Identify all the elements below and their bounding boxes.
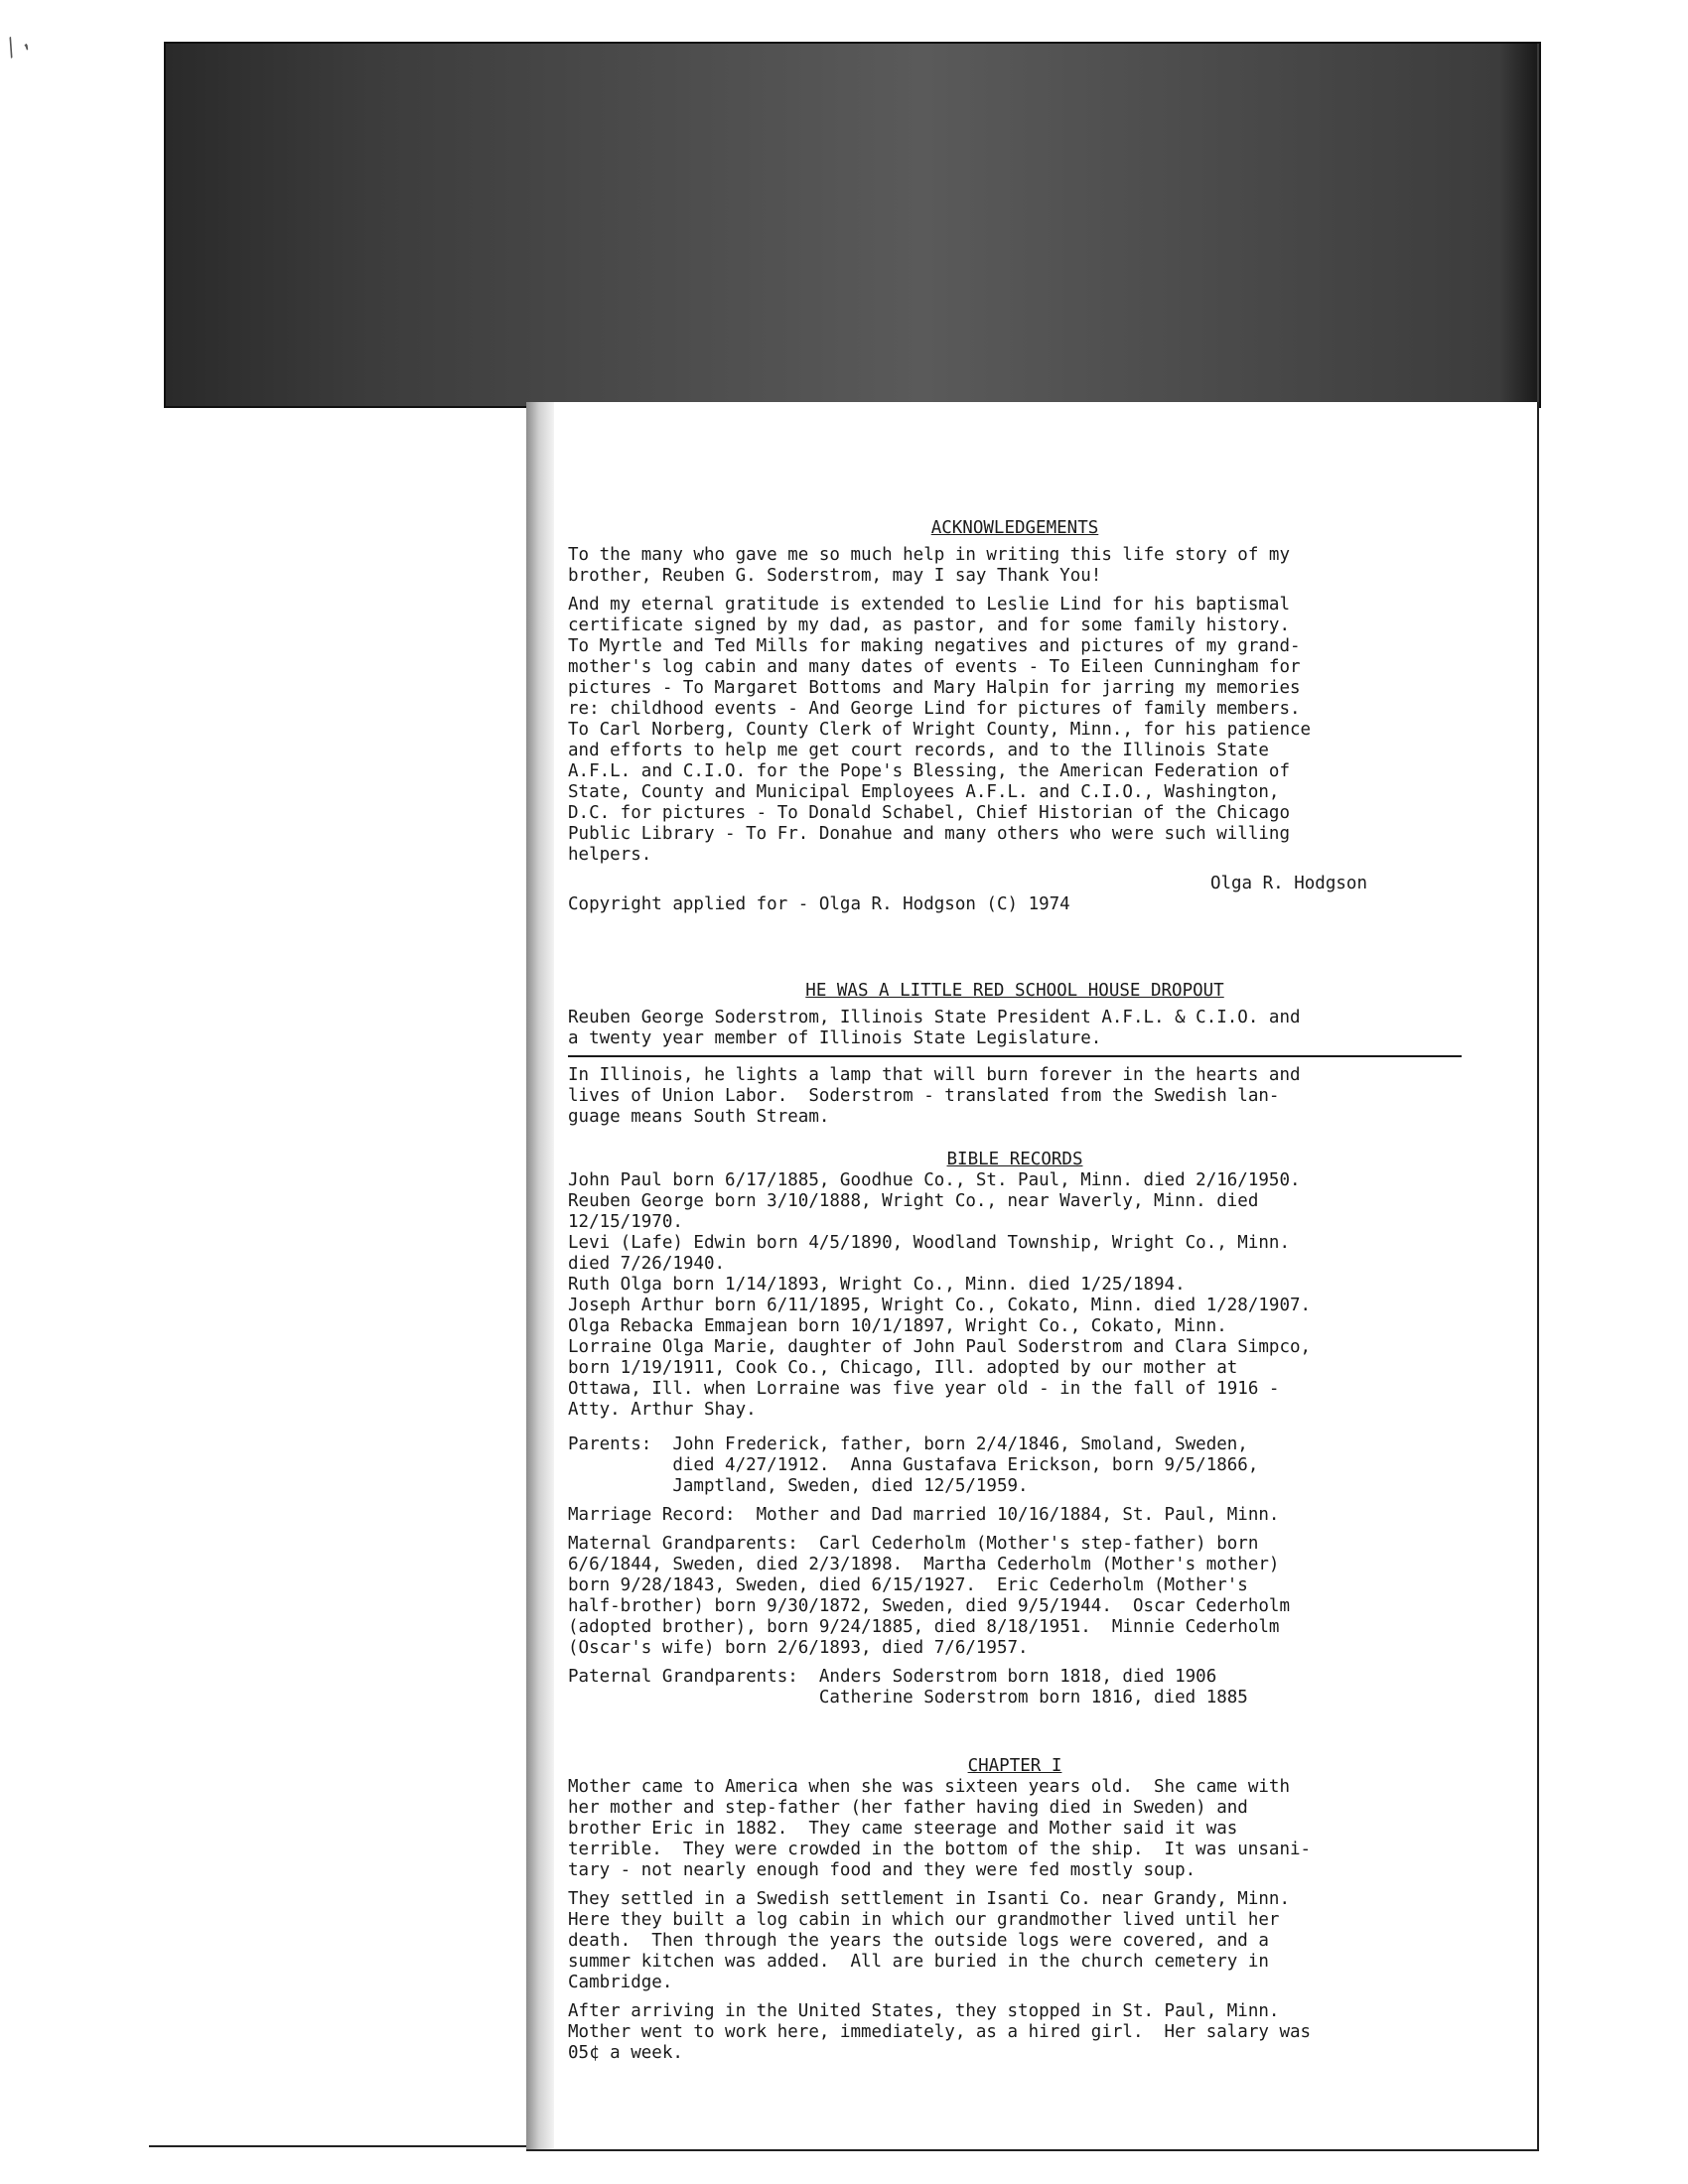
corner-scan-mark: ⁄ ,	[1, 27, 34, 61]
bible-record-entry: Ruth Olga born 1/14/1893, Wright Co., Minn. died 1/25/1894.	[568, 1275, 1186, 1295]
band-shadow	[1499, 42, 1537, 404]
dropout-heading: HE WAS A LITTLE RED SCHOOL HOUSE DROPOUT	[805, 981, 1224, 1001]
bible-record-entry: Olga Rebacka Emmajean born 10/1/1897, Wright Co., Cokato, Minn.	[568, 1316, 1227, 1336]
acknowledgements-intro: To the many who gave me so much help in writing this life story of my brother, Reuben G. Soderstrom, may I say Thank You!	[568, 545, 1290, 586]
bible-record-entry: John Paul born 6/17/1885, Goodhue Co., St. Paul, Minn. died 2/16/1950.	[568, 1170, 1301, 1190]
bible-record-entry: Levi (Lafe) Edwin born 4/5/1890, Woodland Township, Wright Co., Minn. died 7/26/1940.	[568, 1233, 1290, 1274]
chapter-paragraph: After arriving in the United States, they stopped in St. Paul, Minn. Mother went to work here, immediately, as a hired girl. Her salary was 05¢ a week.	[568, 2001, 1312, 2063]
maternal-grandparents: Maternal Grandparents: Carl Cederholm (Mother's step-father) born 6/6/1844, Sweden, died 2/3/1898. Martha Cederholm (Mother's mother) born 9/28/1843, Sweden, died 6/15/1927. Eric Cederholm (Mother's half-brother) born 9/30/1872, Sweden, died 9/5/1944. Oscar Cederholm (adopted brother), born 9/24/1885, died 8/18/1951. Minnie Cederholm (Oscar's wife) born 2/6/1893, died 7/6/1957.	[568, 1534, 1290, 1658]
bible-records-heading: BIBLE RECORDS	[946, 1150, 1083, 1169]
paternal-body: Anders Soderstrom born 1818, died 1906 Catherine Soderstrom born 1816, died 1885	[818, 1667, 1248, 1707]
page-binding-edge	[526, 402, 554, 2149]
author-signature: Olga R. Hodgson	[1209, 874, 1367, 893]
chapter-heading: CHAPTER I	[967, 1756, 1062, 1776]
parents-record	[568, 1434, 1462, 1497]
marriage-record: Marriage Record: Mother and Dad married 10/16/1884, St. Paul, Minn.	[568, 1505, 1280, 1525]
paternal-grandparents	[568, 1667, 1462, 1708]
bible-record-entry: Reuben George born 3/10/1888, Wright Co., near Waverly, Minn. died 12/15/1970.	[568, 1191, 1259, 1232]
chapter-paragraph: They settled in a Swedish settlement in Isanti Co. near Grandy, Minn. Here they built a log cabin in which our grandmother lived until her death. Then through the years the outside logs were covered, and a summer kitchen was added. All are buried in the church cemetery in Cambridge.	[568, 1889, 1290, 1992]
bible-record-entry: Joseph Arthur born 6/11/1895, Wright Co., Cokato, Minn. died 1/28/1907.	[568, 1296, 1312, 1315]
parents-body: John Frederick, father, born 2/4/1846, Smoland, Sweden, died 4/27/1912. Anna Gustafava Erickson, born 9/5/1866, Jamptland, Sweden, died 12/5/1959.	[672, 1434, 1259, 1496]
scanned-dark-band	[164, 42, 1541, 408]
acknowledgements-heading: ACKNOWLEDGEMENTS	[930, 518, 1099, 538]
bible-record-entry: Lorraine Olga Marie, daughter of John Paul Soderstrom and Clara Simpco, born 1/19/1911, Cook Co., Chicago, Ill. adopted by our mother at Ottawa, Ill. when Lorraine was five year old - in the fall of 1916 - Atty. Arthur Shay.	[568, 1337, 1312, 1420]
bottom-left-rule	[149, 2145, 526, 2147]
bible-records-list	[568, 1170, 1462, 1421]
chapter-paragraph: Mother came to America when she was sixteen years old. She came with her mother and step-father (her father having died in Sweden) and brother Eric in 1882. They came steerage and Mother said it was terrible. They were crowded in the bottom of the ship. It was unsani- tary - not nearly enough food and they were fed mostly soup.	[568, 1777, 1312, 1880]
dropout-body: In Illinois, he lights a lamp that will burn forever in the hearts and lives of Union Labor. Soderstrom - translated from the Swedish lan- guage means South Stream.	[568, 1065, 1301, 1127]
parents-label: Parents:	[568, 1434, 673, 1454]
acknowledgements-body: And my eternal gratitude is extended to Leslie Lind for his baptismal certificate signed by my dad, as pastor, and for some family history. To Myrtle and Ted Mills for making negatives and pictures of my grand- mother's log cabin and many dates of events - To Eileen Cunningham for pictures - To Margaret Bottoms and Mary Halpin for jarring my memories re: childhood events - And George Lind for pictures of family members. To Carl Norberg, County Clerk of Wright County, Minn., for his patience and efforts to help me get court records, and to the Illinois State A.F.L. and C.I.O. for the Pope's Blessing, the American Federation of State, County and Municipal Employees A.F.L. and C.I.O., Washington, D.C. for pictures - To Donald Schabel, Chief Historian of the Chicago Public Library - To Fr. Donahue and many others who were such willing helpers.	[568, 595, 1312, 865]
document-content	[568, 518, 1462, 2072]
copyright-line: Copyright applied for - Olga R. Hodgson (C) 1974	[568, 894, 1070, 914]
paternal-label: Paternal Grandparents:	[568, 1667, 819, 1687]
dropout-subtitle: Reuben George Soderstrom, Illinois State President A.F.L. & C.I.O. and a twenty year member of Illinois State Legislature.	[568, 1008, 1301, 1048]
section-divider	[568, 1055, 1462, 1057]
